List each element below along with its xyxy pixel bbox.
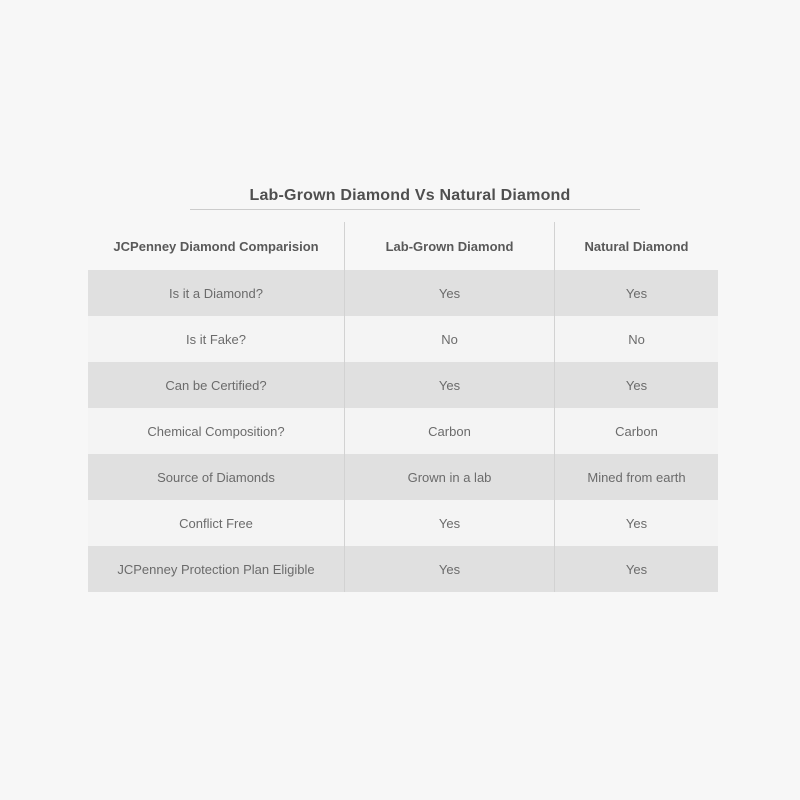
header-cell-natural-diamond: Natural Diamond [584,238,689,254]
page-title: Lab-Grown Diamond Vs Natural Diamond [249,187,571,204]
table-row-conflict-free [88,500,718,546]
row-label: JCPenney Protection Plan Eligible [88,546,345,592]
row-value-lab-grown: Yes [345,270,555,316]
row-value-natural: Mined from earth [587,469,686,485]
row-value-natural: No [628,331,645,347]
row-label: Source of Diamonds [88,454,345,500]
table-body [88,270,718,592]
header-cell-comparison: JCPenney Diamond Comparision [88,222,345,270]
row-value-natural: Yes [625,561,648,577]
table-header-row [88,222,718,270]
row-value-lab-grown: Yes [345,362,555,408]
row-label: Is it Fake? [88,316,345,362]
table-row-is-it-a-diamond [88,270,718,316]
row-value-natural: Yes [625,515,648,531]
row-value-lab-grown: No [345,316,555,362]
row-value-natural: Carbon [615,423,658,439]
header-cell-lab-grown-diamond: Lab-Grown Diamond [345,222,555,270]
table-row-source-of-diamonds [88,454,718,500]
row-value-lab-grown: Grown in a lab [345,454,555,500]
comparison-table [88,222,718,592]
table-row-chemical-composition [88,408,718,454]
table-row-can-be-certified [88,362,718,408]
row-value-natural: Yes [625,285,648,301]
title-underline-rule [190,209,640,210]
table-row-is-it-fake [88,316,718,362]
row-label: Conflict Free [88,500,345,546]
row-value-lab-grown: Yes [345,500,555,546]
row-value-natural: Yes [625,377,648,393]
row-value-lab-grown: Carbon [345,408,555,454]
row-label: Can be Certified? [88,362,345,408]
row-value-lab-grown: Yes [345,546,555,592]
row-label: Is it a Diamond? [88,270,345,316]
row-label: Chemical Composition? [88,408,345,454]
table-row-protection-plan-eligible [88,546,718,592]
